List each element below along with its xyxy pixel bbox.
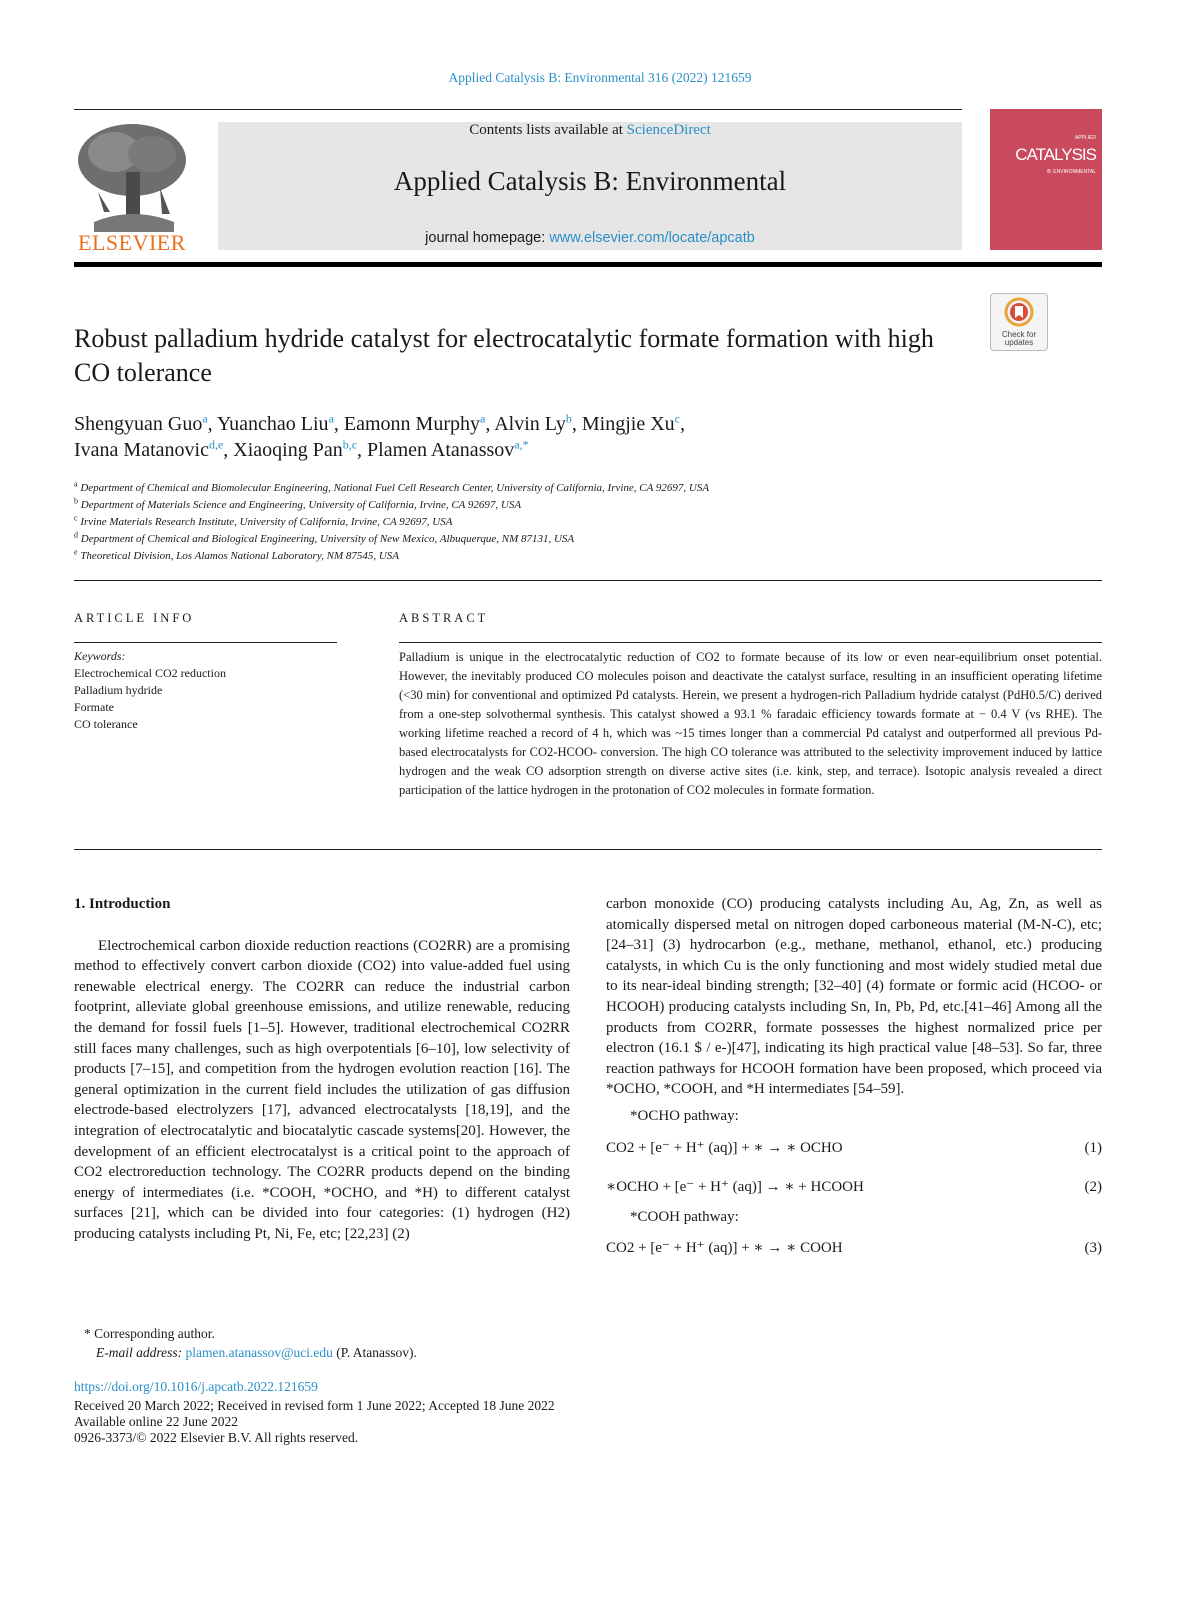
intro-paragraph-continued: carbon monoxide (CO) producing catalysts including Au, Ag, Zn, as well as atomically dispersed metal on nitrogen doped carboneous material (M-N-C), etc; [24–31] (3) hydrocarbon (e.g., methane, methanol, ethanol, etc.) producing catalysts, in which Cu is the only functioning and most widely studied metal due to its near-ideal binding strength; [32–40] (4) formate or formic acid (HCOO- or HCOOH) producing catalysts including Sn, In, Pb, Pd, etc.[41–46] Among all the products from CO2RR, formate possesses the highest normalized price per electron (16.1 $ / e-)[47], indicating its high practical value [48–53]. So far, three reaction pathways for HCOOH formation have been proposed, which proceed via *OCHO, *COOH, and *H intermediates [54–59]. — [606, 896, 1102, 1098]
author-name[interactable]: Alvin Ly — [494, 413, 566, 435]
intro-paragraph: Electrochemical carbon dioxide reduction reactions (CO2RR) are a promising method to effectively convert carbon dioxide (CO2) into value-added fuel using renewable electrical energy. The CO2RR can reduce the industrial carbon footprint, alleviate global greenhouse emissions, and utilize renewable, reducing the demand for fossil fuels [1–5]. However, traditional electrochemical CO2RR still faces many challenges, such as high overpotentials [6–10], low selectivity of products [7–15], and competition from the hydrogen evolution reaction [16]. The general optimization in the current field includes the utilization of gas diffusion electrode-based electrolyzers [17], advanced electrocatalysts [18,19], and the integration of electrocatalytic and biocatalytic cascade systems[20]. However, the development of an efficient electrocatalyst is a critical point to the approach of CO2 electroreduction technology. The CO2RR products depend on the binding energy of intermediates (i.e. *COOH, *OCHO, and *H) to different catalyst surfaces [21], which can be divided into four categories: (1) hydrogen (H2) producing catalysts including Pt, Ni, Fe, etc; [22,23] (2) — [74, 937, 570, 1242]
email-link[interactable]: plamen.atanassov@uci.edu — [185, 1345, 333, 1360]
author-aff[interactable]: c — [674, 411, 680, 426]
author-aff[interactable]: a — [328, 411, 334, 426]
pathway-label: *OCHO pathway: — [630, 1107, 739, 1124]
author-sep: , — [207, 413, 217, 435]
keyword: Formate — [74, 700, 114, 714]
keyword: CO tolerance — [74, 717, 138, 731]
affiliation — [74, 480, 1102, 497]
journal-cover[interactable] — [990, 109, 1102, 250]
article-info-rule — [74, 642, 337, 643]
publication-info — [74, 1379, 774, 1446]
available-online: Available online 22 June 2022 — [74, 1414, 238, 1429]
equation-1 — [606, 1138, 1102, 1166]
keyword: Electrochemical CO2 reduction — [74, 666, 226, 680]
cover-top: APPLIED — [1074, 135, 1096, 141]
homepage-line — [218, 230, 962, 246]
author-aff[interactable]: a — [479, 411, 486, 426]
equation-number: (3) — [1084, 1240, 1102, 1257]
affiliation-list — [74, 480, 1102, 565]
doi-link[interactable]: https://doi.org/10.1016/j.apcatb.2022.121659 — [74, 1379, 318, 1394]
email-suffix: (P. Atanassov). — [332, 1345, 417, 1360]
author-name[interactable]: Ivana Matanovic — [74, 439, 209, 461]
author-list — [74, 411, 974, 463]
elsevier-logo — [74, 122, 190, 255]
corresponding-author: * Corresponding author. — [84, 1326, 215, 1341]
affiliation — [74, 531, 1102, 548]
abstract-heading: ABSTRACT — [399, 611, 489, 625]
author-aff[interactable]: a,* — [514, 437, 529, 452]
author-line-2 — [74, 437, 974, 463]
keywords-block — [74, 648, 337, 733]
article-info-heading: ARTICLE INFO — [74, 611, 195, 625]
tree-icon — [74, 122, 190, 232]
contents-line — [218, 122, 962, 139]
contents-prefix: Contents lists available at — [469, 122, 627, 138]
publisher-name: ELSEVIER — [78, 230, 186, 255]
affiliation-text: Department of Chemical and Biomolecular Engineering, National Fuel Cell Research Center, University of California, Irvine, CA 92697, USA — [80, 482, 710, 494]
author-name[interactable]: Mingjie Xu — [581, 413, 675, 435]
section-rule-2 — [74, 849, 1102, 850]
author-aff[interactable]: a — [202, 411, 208, 426]
cover-title: CATALYSIS — [1015, 145, 1096, 164]
header-thick-rule — [74, 262, 1102, 267]
equation-text: CO2 + [e⁻ + H⁺ (aq)] + ∗ → ∗ OCHO — [606, 1139, 843, 1156]
journal-reference[interactable]: Applied Catalysis B: Environmental 316 (2022) 121659 — [448, 70, 752, 85]
sciencedirect-link[interactable]: ScienceDirect — [626, 122, 711, 138]
homepage-prefix: journal homepage: — [425, 230, 550, 246]
homepage-link[interactable]: www.elsevier.com/locate/apcatb — [549, 230, 755, 246]
equation-number: (1) — [1084, 1139, 1102, 1156]
author-name[interactable]: Eamonn Murphy — [343, 413, 480, 435]
section-heading: 1. Introduction — [74, 896, 171, 912]
section-rule — [74, 580, 1102, 581]
author-name[interactable]: Yuanchao Liu — [216, 413, 329, 435]
affiliation-text: Department of Chemical and Biological Engineering, University of New Mexico, Albuquerque, NM 87131, USA — [80, 533, 575, 545]
author-name[interactable]: Shengyuan Guo — [74, 413, 203, 435]
affiliation-key: b — [74, 496, 78, 506]
bookmark-icon — [1004, 297, 1034, 327]
affiliation — [74, 497, 1102, 514]
affiliation-key: e — [74, 547, 78, 557]
affiliation-text: Theoretical Division, Los Alamos National Laboratory, NM 87545, USA — [80, 550, 400, 562]
equation-3 — [606, 1238, 1102, 1266]
author-sep: , — [485, 413, 495, 435]
author-sep: , — [357, 439, 368, 461]
abstract-rule — [399, 642, 1102, 643]
article-title: Robust palladium hydride catalyst for electrocatalytic formate formation with high CO tolerance — [74, 324, 934, 387]
equation-text: CO2 + [e⁻ + H⁺ (aq)] + ∗ → ∗ COOH — [606, 1240, 843, 1257]
email-line — [74, 1343, 674, 1362]
affiliation — [74, 548, 1102, 565]
right-column — [606, 894, 1102, 1266]
author-name[interactable]: Plamen Atanassov — [367, 439, 515, 461]
journal-banner — [218, 122, 962, 250]
author-sep: , — [333, 413, 344, 435]
copyright: 0926-3373/© 2022 Elsevier B.V. All rights reserved. — [74, 1430, 359, 1445]
keywords-label: Keywords: — [74, 649, 126, 663]
check-for-updates-label: Check for updates — [1001, 330, 1037, 347]
corresponding-footnote — [74, 1324, 674, 1362]
author-aff[interactable]: b,c — [342, 437, 358, 452]
left-column — [74, 894, 570, 1245]
author-name[interactable]: Xiaoqing Pan — [233, 439, 343, 461]
author-sep: , — [571, 413, 582, 435]
affiliation-key: c — [74, 513, 78, 523]
affiliation-key: d — [74, 530, 78, 540]
abstract-text: Palladium is unique in the electrocatalytic reduction of CO2 to formate because of its low or even near-equilibrium onset potential. However, the inevitably produced CO molecules poison and deactivate the catalyst surface, resulting in an insufficient operating lifetime (<30 min) for conventional and optimized Pd catalysts. Herein, we present a hydrogen-rich Palladium hydride catalyst (PdH0.5/C) derived from a one-step solvothermal synthesis. This catalyst showed a 93.1 % faradaic efficiency towards formate at − 0.4 V (vs RHE). The working lifetime reached a record of 4 h, which was ~15 times longer than a commercial Pd catalyst and outperformed all previous Pd-based electrocatalysts for CO2-HCOO- conversion. The high CO tolerance was attributed to the selectivity improvement induced by lattice hydrogen and the weak CO adsorption strength on diverse active sites (i.e. kink, step, and terrace). Isotopic analysis revealed a direct participation of the lattice hydrogen in the protonation of CO2 molecules in formate formation. — [399, 650, 1102, 797]
equation-2 — [606, 1177, 1102, 1205]
author-sep: , — [680, 413, 685, 435]
affiliation-key: a — [74, 479, 78, 489]
email-label: E-mail address: — [96, 1345, 186, 1360]
journal-title: Applied Catalysis B: Environmental — [393, 166, 787, 196]
equation-text: ∗OCHO + [e⁻ + H⁺ (aq)] → ∗ + HCOOH — [606, 1178, 864, 1195]
affiliation-text: Department of Materials Science and Engineering, University of California, Irvine, CA 92697, USA — [80, 499, 522, 511]
affiliation — [74, 514, 1102, 531]
author-line-1 — [74, 411, 974, 437]
cover-subtitle: B: ENVIRONMENTAL — [1047, 169, 1096, 175]
pathway-label: *COOH pathway: — [630, 1208, 739, 1225]
check-for-updates-button[interactable] — [990, 293, 1048, 351]
author-aff[interactable]: b — [565, 411, 572, 426]
author-aff[interactable]: d,e — [208, 437, 224, 452]
author-sep: , — [223, 439, 234, 461]
keyword: Palladium hydride — [74, 683, 163, 697]
header-rule — [74, 109, 962, 110]
equation-number: (2) — [1084, 1178, 1102, 1195]
affiliation-text: Irvine Materials Research Institute, University of California, Irvine, CA 92697, USA — [80, 516, 453, 528]
received-dates: Received 20 March 2022; Received in revised form 1 June 2022; Accepted 18 June 2022 — [74, 1398, 555, 1413]
